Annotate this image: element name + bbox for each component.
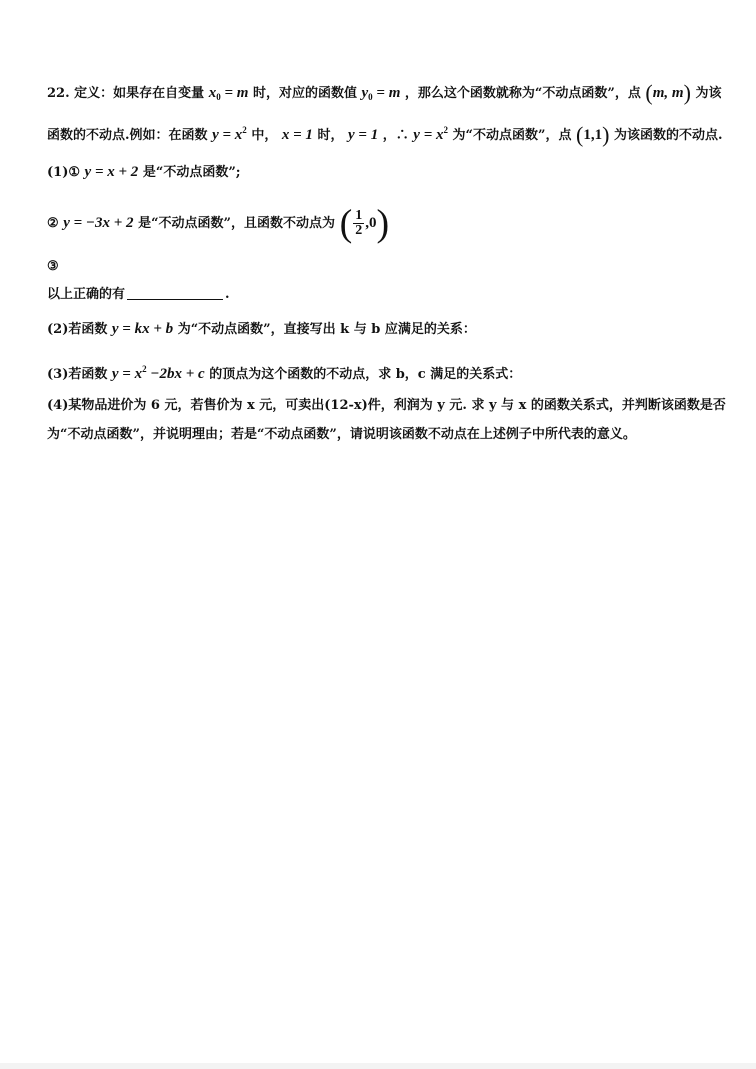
example-function: $y = x^2$ bbox=[212, 125, 247, 143]
part2-label: (2)若函数 bbox=[47, 322, 108, 337]
definition-text-3: ，那么这个函数就称为“不动点函数”，点 bbox=[404, 86, 641, 101]
example-text-2: 中， bbox=[251, 128, 278, 143]
x0-expression: $x_0 = m$ bbox=[208, 85, 249, 102]
part1-item2 bbox=[47, 204, 389, 243]
part3-function: $y = x^2 -2bx + c$ bbox=[111, 364, 205, 382]
example-function-2: $y = x^2$ bbox=[413, 125, 449, 143]
question-number: 22. bbox=[47, 86, 70, 101]
part1-label: (1)① bbox=[47, 165, 81, 180]
definition-text-2: 时，对应的函数值 bbox=[252, 86, 357, 101]
point-1-1: (1,1) bbox=[576, 122, 610, 147]
example-text-5: 为“不动点函数”，点 bbox=[452, 128, 572, 143]
example-text-6: 为该函数的不动点. bbox=[613, 128, 723, 143]
answer-period: . bbox=[225, 287, 230, 302]
point-m-m: (m, m) bbox=[645, 80, 691, 105]
part3-label: (3)若函数 bbox=[47, 367, 108, 382]
example-y-value: y = 1 bbox=[348, 127, 379, 143]
item2-function: y = −3x + 2 bbox=[63, 215, 134, 231]
example-text-4: ，∴ bbox=[382, 128, 409, 143]
definition-text-4: 为该 bbox=[695, 86, 722, 101]
page-bottom-edge bbox=[0, 1063, 756, 1069]
answer-prompt: 以上正确的有 bbox=[47, 287, 126, 302]
part3-text: 的顶点为这个函数的不动点，求 b，c 满足的关系式： bbox=[209, 367, 522, 382]
definition-text: 定义：如果存在自变量 bbox=[74, 86, 205, 101]
q22-definition-line-2 bbox=[47, 121, 723, 145]
answer-blank[interactable] bbox=[127, 286, 223, 300]
item2-text: 是“不动点函数”，且函数不动点为 bbox=[138, 216, 336, 231]
item1-function: y = x + 2 bbox=[84, 164, 139, 180]
part4-line-2: 为“不动点函数”，并说明理由；若是“不动点函数”，请说明该函数不动点在上述例子中所代表的意义。 bbox=[47, 427, 636, 442]
part3 bbox=[47, 360, 521, 384]
fraction-one-half: $\frac{1}{2}$ bbox=[355, 208, 363, 238]
item2-fixed-point: ( $\frac{1}{2}$ ,0) bbox=[339, 202, 390, 245]
example-x-value: x = 1 bbox=[281, 127, 313, 143]
q22-definition-line-1 bbox=[47, 80, 722, 106]
part1-answer-line bbox=[47, 286, 230, 304]
item2-label: ② bbox=[47, 216, 59, 231]
part1-item1 bbox=[47, 163, 241, 182]
example-text: 函数的不动点.例如：在函数 bbox=[47, 128, 208, 143]
part2-text: 为“不动点函数”，直接写出 k 与 b 应满足的关系： bbox=[177, 322, 476, 337]
part1-item3 bbox=[47, 258, 59, 276]
part2 bbox=[47, 320, 476, 339]
y0-expression: $y_0 = m$ bbox=[361, 85, 401, 102]
part2-function: y = kx + b bbox=[111, 321, 174, 337]
item3-label: ③ bbox=[47, 259, 59, 274]
example-text-3: 时， bbox=[317, 128, 344, 143]
part4-line-1: (4)某物品进价为 6 元，若售价为 x 元，可卖出(12-x)件，利润为 y 元. 求 y 与 x 的函数关系式，并判断该函数是否 bbox=[47, 398, 726, 413]
item1-text: 是“不动点函数”; bbox=[142, 165, 241, 180]
